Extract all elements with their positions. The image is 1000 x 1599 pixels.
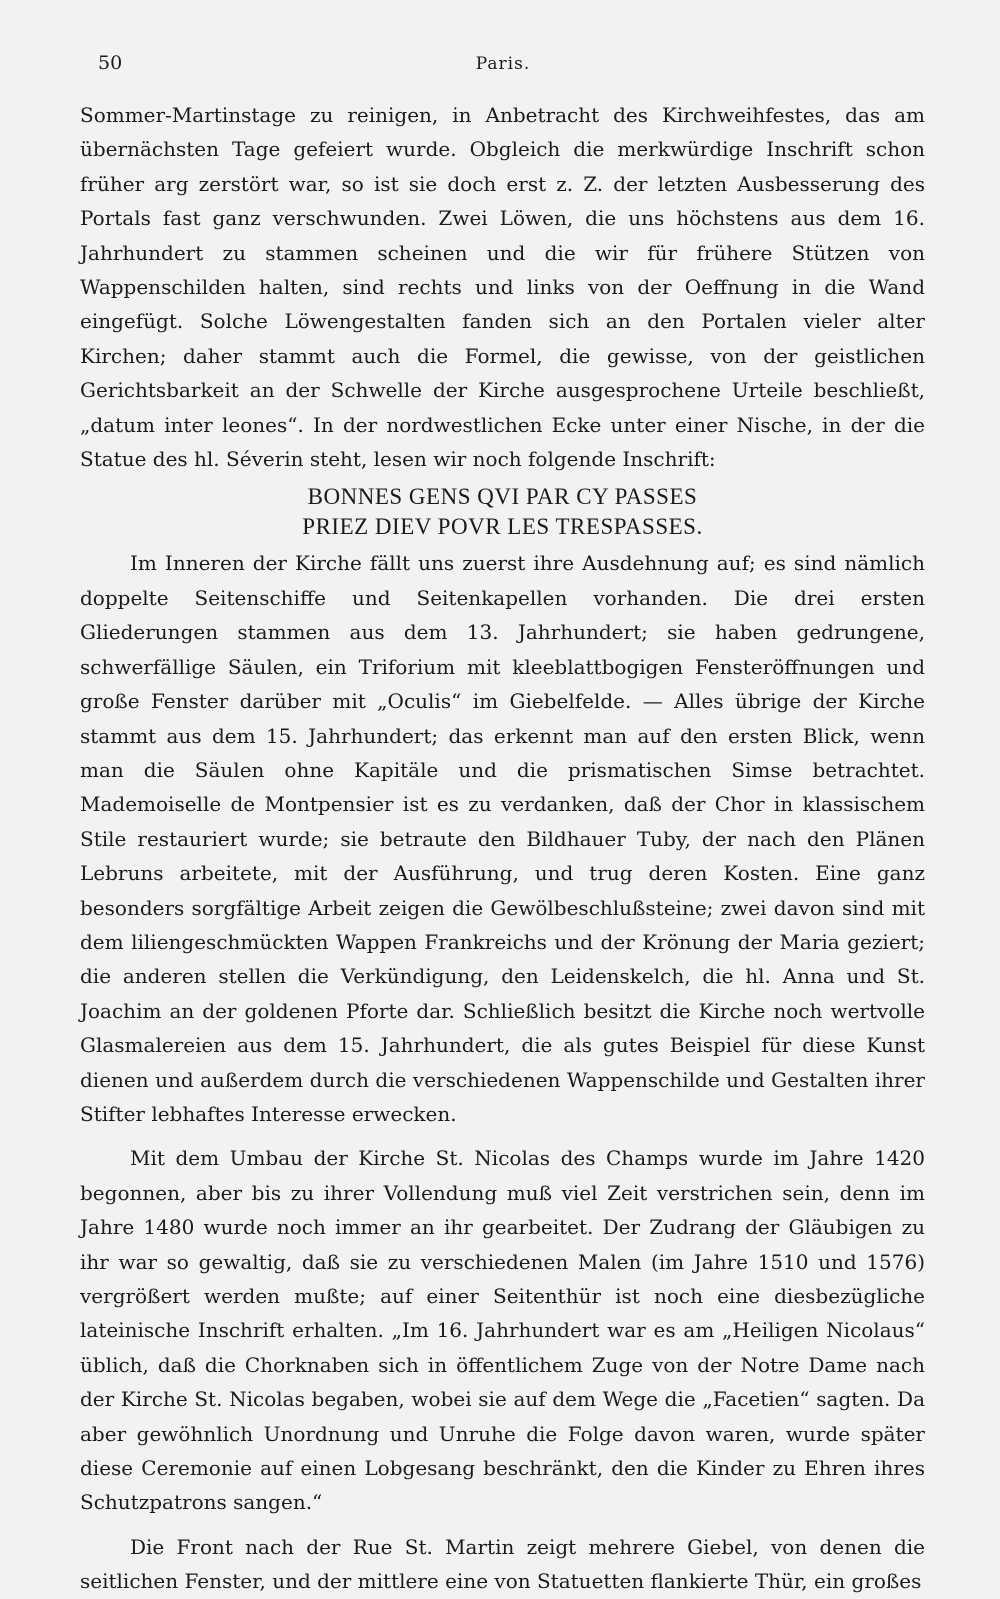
paragraph-4: Die Front nach der Rue St. Martin zeigt mehrere Giebel, von denen die seitlichen Fenster, und der mittlere eine von Statuetten flankierte Thür, ein großes [80,1534,925,1594]
paragraph-3: Mit dem Umbau der Kirche St. Nicolas des Champs wurde im Jahre 1420 begonnen, aber bis zu ihrer Vollendung muß viel Zeit verstrichen sein, denn im Jahre 1480 wurde noch immer an ihr gearbeitet. Der Zudrang der Gläubigen zu ihr war so gewaltig, daß sie zu verschiedenen Malen (im Jahre 1510 und 1576) vergrößert werden mußte; auf einer Seitenthür ist noch eine diesbezügliche lateinische Inschrift erhalten. „Im 16. Jahrhundert war es am „Heiligen Nicolaus“ üblich, daß die Chorknaben sich in öffentlichem Zuge von der Notre Dame nach der Kirche St. Nicolas begaben, wobei sie auf dem Wege die „Facetien“ sagten. Da aber gewöhnlich Unordnung und Unruhe die Folge davon waren, wurde später diese Ceremonie auf einen Lobgesang beschränkt, den die Kinder zu Ehren ihres Schutzpatrons sangen.“ [80,1146,925,1515]
page-number: 50 [98,52,123,74]
paragraph-1: Sommer-Martinstage zu reinigen, in Anbetracht des Kirchweihfestes, das am übernächsten Tage gefeiert wurde. Obgleich die merkwürdige Inschrift schon früher arg zerstört war, so ist sie doch erst z. Z. der letzten Ausbesserung des Portals fast ganz verschwunden. Zwei Löwen, die uns höchstens aus dem 16. Jahrhundert zu stammen scheinen und die wir für frühere Stützen von Wappenschilden halten, sind rechts und links von der Oeffnung in die Wand eingefügt. Solche Löwengestalten fanden sich an den Portalen vieler alter Kirchen; daher stammt auch die Formel, die gewisse, von der geistlichen Gerichtsbarkeit an der Schwelle der Kirche ausgesprochene Urteile beschließt, „datum inter leones“. In der nordwestlichen Ecke unter einer Nische, in der die Statue des hl. Séverin steht, lesen wir noch folgende Inschrift: [80,103,925,472]
page-body [80,98,925,1599]
running-title: Paris. [475,54,531,74]
inscription [80,482,925,542]
page-header [98,52,908,86]
paragraph-2: Im Inneren der Kirche fällt uns zuerst ihre Ausdehnung auf; es sind nämlich doppelte Seitenschiffe und Seitenkapellen vorhanden. Die drei ersten Gliederungen stammen aus dem 13. Jahrhundert; sie haben gedrungene, schwerfällige Säulen, ein Triforium mit kleeblattbogigen Fensteröffnungen und große Fenster darüber mit „Oculis“ im Giebelfelde. — Alles übrige der Kirche stammt aus dem 15. Jahrhundert; das erkennt man auf den ersten Blick, wenn man die Säulen ohne Kapitäle und die prismatischen Simse betrachtet. Mademoiselle de Montpensier ist es zu verdanken, daß der Chor in klassischem Stile restauriert wurde; sie betraute den Bildhauer Tuby, der nach den Plänen Lebruns arbeitete, mit der Ausführung, und trug deren Kosten. Eine ganz besonders sorgfältige Arbeit zeigen die Gewölbeschlußsteine; zwei davon sind mit dem liliengeschmückten Wappen Frankreichs und der Krönung der Maria geziert; die anderen stellen die Verkündigung, den Leidenskelch, die hl. Anna und St. Joachim an der goldenen Pforte dar. Schließlich besitzt die Kirche noch wertvolle Glasmalereien aus dem 15. Jahrhundert, die als gutes Beispiel für diese Kunst dienen und außerdem durch die verschiedenen Wappenschilde und Gestalten ihrer Stifter lebhaftes Interesse erwecken. [80,551,925,1126]
inscription-line-2: PRIEZ DIEV POVR LES TRESPASSES. [302,514,703,540]
inscription-line-1: BONNES GENS QVI PAR CY PASSES [307,484,698,510]
